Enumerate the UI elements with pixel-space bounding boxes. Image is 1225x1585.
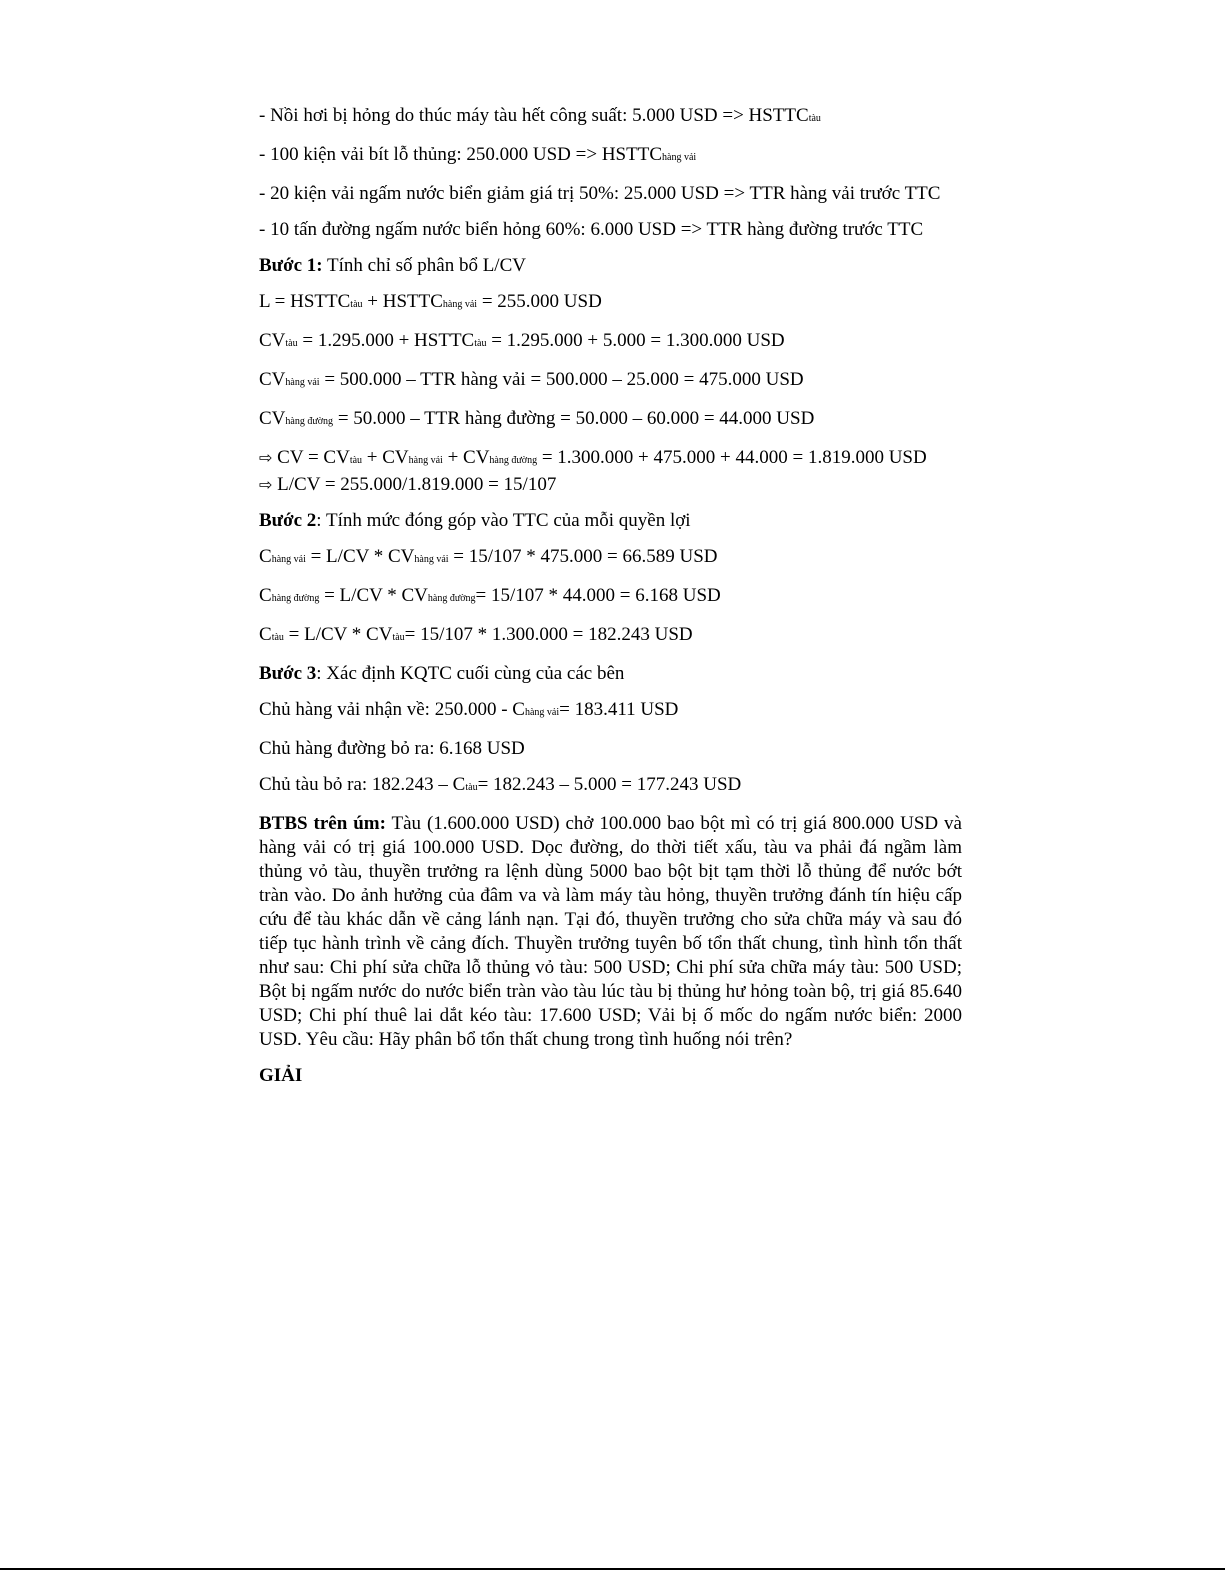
text: = 1.295.000 + HSTTC [297,330,475,351]
subscript: hàng vải [662,152,697,163]
result-fabric-owner [259,698,962,725]
subscript: hàng vải [524,707,560,718]
text: Chủ tàu bỏ ra: 182.243 – C [259,774,466,795]
text: = 182.243 – 5.000 = 177.243 USD [477,774,742,795]
formula-L [259,290,962,317]
problem-paragraph [259,812,962,1052]
text: = L/CV * CV [283,624,393,645]
text: CV [259,408,286,429]
text: + CV [362,447,409,468]
loss-item-sugar: - 10 tấn đường ngấm nước biển hỏng 60%: 6.000 USD => TTR hàng đường trước TTC [259,219,924,240]
step-label: Bước 1: [259,255,323,276]
text: = 50.000 – TTR hàng đường = 50.000 – 60.000 = 44.000 USD [333,408,815,429]
formula-cv-total [259,446,962,473]
arrow-icon: ⇨ [259,448,273,467]
subscript: hàng đường [427,593,476,604]
subscript: tàu [350,299,363,310]
step-label: Bước 2 [259,510,317,531]
text: = 255.000 USD [477,291,602,312]
text: L/CV = 255.000/1.819.000 = 15/107 [272,474,557,495]
text: = 183.411 USD [559,699,679,720]
subscript: tàu [349,455,363,466]
text: CV [259,330,286,351]
formula-c-ship [259,623,962,650]
step-text: Tính chỉ số phân bổ L/CV [322,255,526,276]
text: C [259,585,272,606]
formula-cv-fabric [259,368,962,395]
formula-cv-sugar [259,407,962,434]
step-text: : Xác định KQTC cuối cùng của các bên [316,663,625,684]
subscript: hàng đường [285,416,334,427]
loss-item-fabric-wet: - 20 kiện vải ngấm nước biển giảm giá trị 50%: 25.000 USD => TTR hàng vải trước TTC [259,183,941,204]
subscript: hàng vải [271,554,306,565]
problem-label: BTBS trên úm: [259,813,386,834]
loss-item-boiler [259,104,962,131]
page-bottom-rule [0,1568,1225,1570]
text: CV [259,369,286,390]
step-text: : Tính mức đóng góp vào TTC của mỗi quyền lợi [316,510,691,531]
subscript: hàng vải [442,299,478,310]
text: = 15/107 * 475.000 = 66.589 USD [448,546,718,567]
subscript: hàng vải [408,455,443,466]
result-sugar-owner: Chủ hàng đường bỏ ra: 6.168 USD [259,738,525,759]
text: - Nồi hơi bị hỏng do thúc máy tàu hết công suất: 5.000 USD => HSTTC [259,105,809,126]
formula-c-sugar [259,584,962,611]
result-ship-owner [259,773,962,800]
text: = 15/107 * 44.000 = 6.168 USD [475,585,721,606]
subscript: hàng vải [414,554,449,565]
problem-text: Tàu (1.600.000 USD) chở 100.000 bao bột mì có trị giá 800.000 USD và hàng vải có trị giá 100.000 USD. Dọc đường, do thời tiết xấu, tàu va phải đá ngầm làm thủng vỏ tàu, thuyền trưởng ra lệnh dùng 5000 bao bột bịt tạm thời lỗ thủng để nước bớt tràn vào. Do ảnh hưởng của đâm va và làm máy tàu hỏng, thuyền trưởng đánh tín hiệu cấp cứu để tàu khác dẫn về cảng lánh nạn. Tại đó, thuyền trưởng cho sửa chữa máy và sau đó tiếp tục hành trình về cảng đích. Thuyền trưởng tuyên bố tổn thất chung, tình hình tổn thất như sau: Chi phí sửa chữa lỗ thủng vỏ tàu: 500 USD; Chi phí sửa chữa máy tàu: 500 USD; Bột bị ngấm nước do nước biển tràn vào tàu lúc tàu bị thủng hư hỏng toàn bộ, trị giá 85.640 USD; Chi phí thuê lai dắt kéo tàu: 17.600 USD; Vải bị ố mốc do ngấm nước biển: 2000 USD. Yêu cầu: Hãy phân bổ tổn thất chung trong tình huống nói trên? [259,813,962,1050]
text: CV = CV [272,447,350,468]
subscript: tàu [474,338,487,349]
step-2-heading [259,509,962,533]
text: = 500.000 – TTR hàng vải = 500.000 – 25.000 = 475.000 USD [319,369,804,390]
text: - 100 kiện vải bít lỗ thủng: 250.000 USD => HSTTC [259,144,663,165]
subscript: tàu [285,338,298,349]
document-page [259,104,962,1100]
solution-heading: GIẢI [259,1065,303,1086]
text: L = HSTTC [259,291,351,312]
loss-item-fabric-plug [259,143,962,170]
text: + CV [442,447,490,468]
text: = L/CV * CV [319,585,428,606]
text: + HSTTC [362,291,443,312]
text: = 1.300.000 + 475.000 + 44.000 = 1.819.000 USD [537,447,927,468]
subscript: tàu [271,632,284,643]
subscript: hàng đường [489,455,538,466]
text: = 15/107 * 1.300.000 = 182.243 USD [404,624,693,645]
step-3-heading [259,662,962,686]
subscript: hàng đường [271,593,320,604]
formula-l-cv [259,473,962,497]
step-1-heading [259,254,962,278]
text: C [259,546,272,567]
formula-cv-ship [259,329,962,356]
text: = 1.295.000 + 5.000 = 1.300.000 USD [486,330,785,351]
subscript: tàu [465,782,478,793]
arrow-icon: ⇨ [259,475,273,494]
subscript: hàng vải [285,377,320,388]
step-label: Bước 3 [259,663,317,684]
subscript: tàu [808,113,821,124]
text: = L/CV * CV [305,546,415,567]
text: Chủ hàng vải nhận về: 250.000 - C [259,699,525,720]
formula-c-fabric [259,545,962,572]
subscript: tàu [392,632,405,643]
text: C [259,624,272,645]
